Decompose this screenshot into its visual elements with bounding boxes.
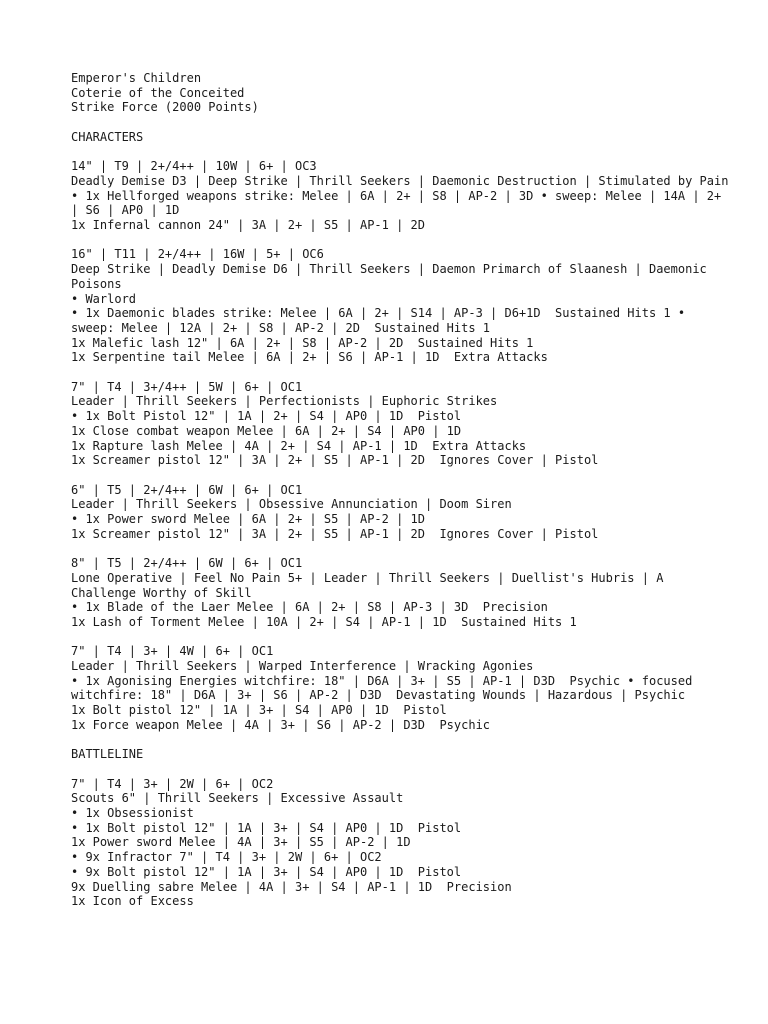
unit-detail-line: • 9x Infractor 7" | T4 | 3+ | 2W | 6+ | OC2 — [71, 850, 382, 865]
spacer — [71, 630, 731, 645]
spacer — [71, 233, 731, 248]
detachment-name: Coterie of the Conceited — [71, 85, 245, 100]
unit-detail-line: Leader | Thrill Seekers | Obsessive Annunciation | Doom Siren — [71, 497, 512, 512]
unit-detail-line: • 9x Bolt pistol 12" | 1A | 3+ | S4 | AP0 | 1D Pistol — [71, 864, 462, 879]
unit-stat-line: 16" | T11 | 2+/4++ | 16W | 5+ | OC6 — [71, 247, 324, 262]
unit-detail-line: • Warlord — [71, 291, 137, 306]
roster-sections — [71, 130, 731, 924]
unit-entry — [71, 380, 731, 468]
unit-detail-line: • 1x Bolt pistol 12" | 1A | 3+ | S4 | AP0 | 1D Pistol — [71, 820, 462, 835]
unit-detail-line: • 1x Hellforged weapons strike: Melee | 6A | 2+ | S8 | AP-2 | 3D • sweep: Melee | 14A | 2+ | S6 | AP0 | 1D — [71, 188, 729, 218]
unit-detail-line: 1x Malefic lash 12" | 6A | 2+ | S8 | AP-2 | 2D Sustained Hits 1 — [71, 335, 534, 350]
unit-stat-line: 8" | T5 | 2+/4++ | 6W | 6+ | OC1 — [71, 556, 303, 571]
unit-detail-line: • 1x Power sword Melee | 6A | 2+ | S5 | AP-2 | 1D — [71, 512, 426, 527]
spacer — [71, 541, 731, 556]
spacer — [71, 145, 731, 160]
unit-entry — [71, 644, 731, 732]
unit-detail-line: 1x Screamer pistol 12" | 3A | 2+ | S5 | AP-1 | 2D Ignores Cover | Pistol — [71, 453, 599, 468]
unit-detail-line: 1x Infernal cannon 24" | 3A | 2+ | S5 | AP-1 | 2D — [71, 218, 426, 232]
unit-detail-line: 1x Close combat weapon Melee | 6A | 2+ | S4 | AP0 | 1D — [71, 423, 462, 438]
unit-detail-line: Leader | Thrill Seekers | Warped Interference | Wracking Agonies — [71, 659, 534, 674]
unit-entry — [71, 556, 731, 630]
unit-detail-line: • 1x Bolt Pistol 12" | 1A | 2+ | S4 | AP0 | 1D Pistol — [71, 409, 462, 424]
spacer — [71, 733, 731, 748]
unit-detail-line: 1x Serpentine tail Melee | 6A | 2+ | S6 | AP-1 | 1D Extra Attacks — [71, 350, 548, 365]
unit-detail-line: 1x Screamer pistol 12" | 3A | 2+ | S5 | AP-1 | 2D Ignores Cover | Pistol — [71, 526, 599, 541]
spacer — [71, 762, 731, 777]
spacer — [71, 365, 731, 380]
unit-detail-line: 1x Icon of Excess — [71, 894, 194, 909]
spacer — [71, 468, 731, 483]
spacer — [71, 115, 731, 130]
unit-detail-line: • 1x Blade of the Laer Melee | 6A | 2+ | S8 | AP-3 | 3D Precision — [71, 600, 548, 615]
unit-entry — [71, 777, 731, 909]
unit-detail-line: 9x Duelling sabre Melee | 4A | 3+ | S4 | AP-1 | 1D Precision — [71, 879, 512, 894]
faction-name: Emperor's Children — [71, 71, 202, 85]
battle-size: Strike Force (2000 Points) — [71, 100, 259, 115]
unit-detail-line: • 1x Obsessionist — [71, 806, 194, 821]
unit-detail-line: 1x Force weapon Melee | 4A | 3+ | S6 | AP-2 | D3D Psychic — [71, 717, 491, 732]
unit-detail-line: Deep Strike | Deadly Demise D6 | Thrill Seekers | Daemon Primarch of Slaanesh | Daemonic Poisons — [71, 262, 714, 291]
unit-detail-line: • 1x Daemonic blades strike: Melee | 6A | 2+ | S14 | AP-3 | D6+1D Sustained Hits 1 • sweep: Melee | 12A | 2+ | S8 | AP-2 | 2D Sustained Hits 1 — [71, 306, 693, 335]
unit-detail-line: 1x Lash of Torment Melee | 10A | 2+ | S4 | AP-1 | 1D Sustained Hits 1 — [71, 614, 577, 629]
unit-stat-line: 14" | T9 | 2+/4++ | 10W | 6+ | OC3 — [71, 159, 317, 174]
unit-detail-line: Scouts 6" | Thrill Seekers | Excessive Assault — [71, 791, 404, 806]
section-heading: BATTLELINE — [71, 747, 144, 762]
unit-entry — [71, 159, 731, 233]
unit-detail-line: Leader | Thrill Seekers | Perfectionists | Euphoric Strikes — [71, 394, 498, 409]
unit-stat-line: 7" | T4 | 3+ | 2W | 6+ | OC2 — [71, 776, 274, 791]
spacer — [71, 909, 731, 924]
roster-header — [71, 71, 731, 115]
unit-entry — [71, 483, 731, 542]
unit-detail-line: 1x Power sword Melee | 4A | 3+ | S5 | AP-2 | 1D — [71, 835, 411, 850]
unit-detail-line: 1x Bolt pistol 12" | 1A | 3+ | S4 | AP0 | 1D Pistol — [71, 703, 447, 718]
unit-stat-line: 7" | T4 | 3+/4++ | 5W | 6+ | OC1 — [71, 379, 303, 394]
unit-detail-line: 1x Rapture lash Melee | 4A | 2+ | S4 | AP-1 | 1D Extra Attacks — [71, 438, 527, 453]
roster-document — [71, 71, 731, 924]
unit-stat-line: 6" | T5 | 2+/4++ | 6W | 6+ | OC1 — [71, 482, 303, 497]
unit-detail-line: Lone Operative | Feel No Pain 5+ | Leader | Thrill Seekers | Duellist's Hubris | A Challenge Worthy of Skill — [71, 570, 671, 600]
unit-detail-line: • 1x Agonising Energies witchfire: 18" | D6A | 3+ | S5 | AP-1 | D3D Psychic • focused witchfire: 18" | D6A | 3+ | S6 | AP-2 | D3D Devastating Wounds | Hazardous | Psychic — [71, 673, 700, 703]
section-heading: CHARACTERS — [71, 129, 144, 144]
unit-detail-line: Deadly Demise D3 | Deep Strike | Thrill Seekers | Daemonic Destruction | Stimulated by Pain — [71, 173, 729, 188]
unit-stat-line: 7" | T4 | 3+ | 4W | 6+ | OC1 — [71, 644, 274, 659]
unit-entry — [71, 247, 731, 365]
